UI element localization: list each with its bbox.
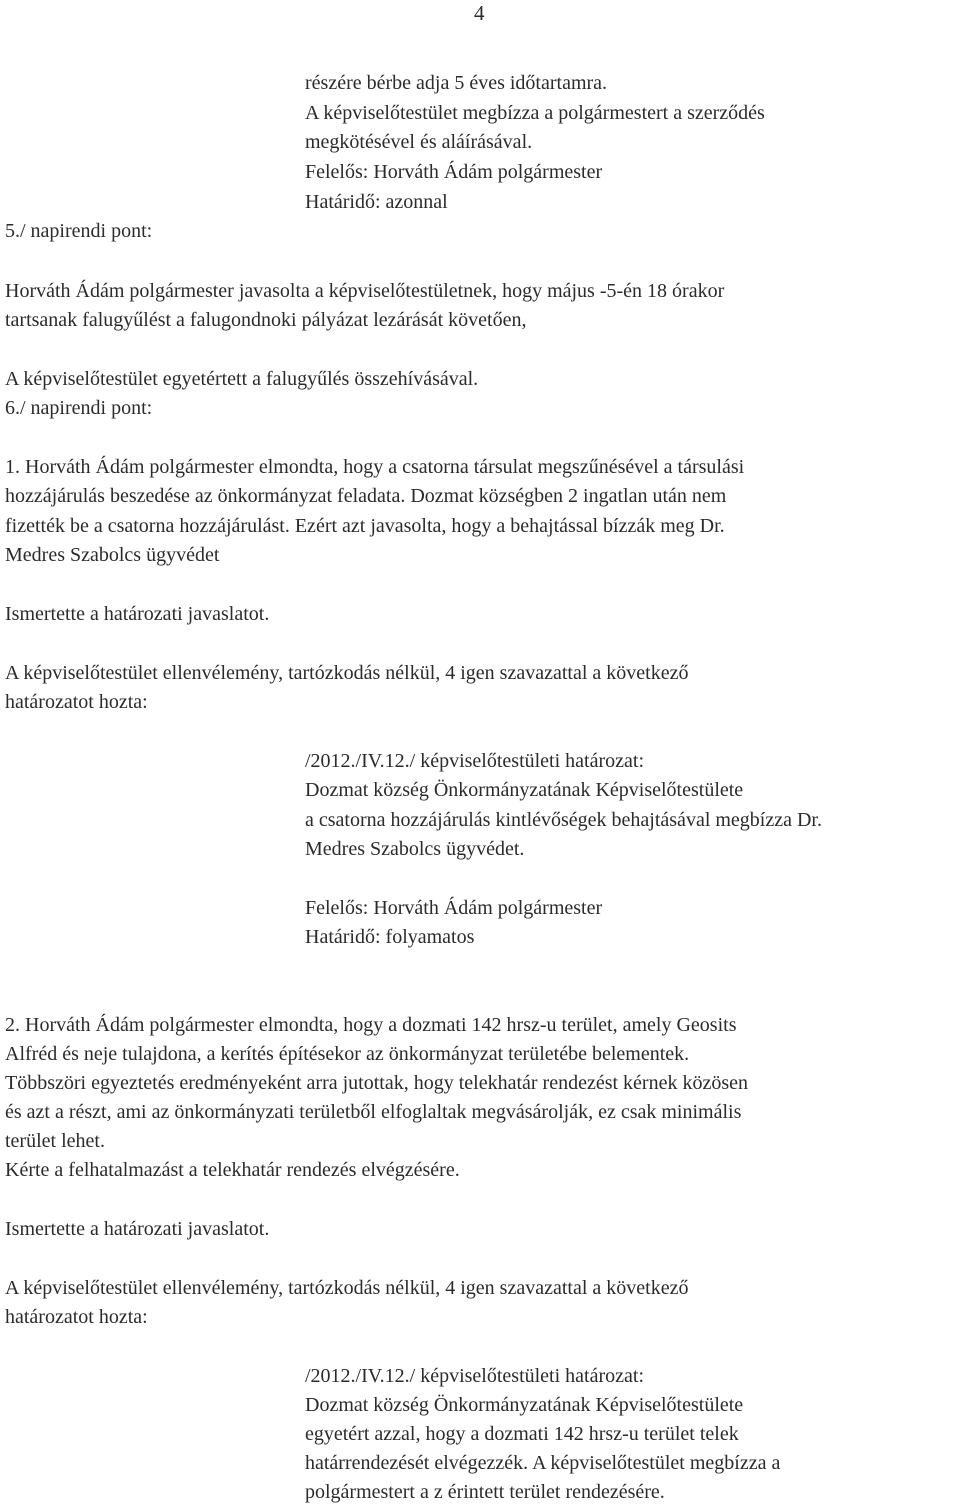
item-1-paragraph-line: fizették be a csatorna hozzájárulást. Ezért azt javasolta, hogy a behajtással bízzák meg Dr.	[5, 515, 725, 537]
agenda-5-paragraph-line: tartsanak falugyűlést a falugondnoki pályázat lezárását követően,	[5, 309, 527, 331]
resolution-1-line: Medres Szabolcs ügyvédet.	[305, 838, 525, 860]
item-1-vote-line: határozatot hozta:	[5, 691, 148, 713]
carryover-responsible: Felelős: Horváth Ádám polgármester	[305, 161, 603, 183]
item-2-paragraph-line: Kérte a felhatalmazást a telekhatár rendezés elvégzésére.	[5, 1159, 460, 1181]
agenda-5-agreement: A képviselőtestület egyetértett a falugyűlés összehívásával.	[5, 368, 479, 390]
resolution-2-line: polgármestert a z érintett terület rendezésére.	[305, 1481, 665, 1503]
item-1-paragraph-line: hozzájárulás beszedése az önkormányzat feladata. Dozmat községben 2 ingatlan után nem	[5, 485, 727, 507]
item-1-vote-line: A képviselőtestület ellenvélemény, tartózkodás nélkül, 4 igen szavazattal a következő	[5, 662, 689, 684]
page-number: 4	[474, 1, 485, 25]
agenda-6-heading: 6./ napirendi pont:	[5, 397, 153, 419]
resolution-1-line: Dozmat község Önkormányzatának Képviselőtestülete	[305, 779, 744, 801]
item-2-paragraph-line: 2. Horváth Ádám polgármester elmondta, hogy a dozmati 142 hrsz-u terület, amely Geosits	[5, 1014, 737, 1036]
carryover-line: A képviselőtestület megbízza a polgármestert a szerződés	[305, 102, 765, 124]
resolution-2-line: egyetért azzal, hogy a dozmati 142 hrsz-u terület telek	[305, 1423, 739, 1445]
item-2-paragraph-line: Alfréd és neje tulajdona, a kerítés építésekor az önkormányzat területébe belementek.	[5, 1043, 690, 1065]
resolution-1-responsible: Felelős: Horváth Ádám polgármester	[305, 897, 603, 919]
resolution-2-title: /2012./IV.12./ képviselőtestületi határozat:	[305, 1365, 645, 1387]
item-1-paragraph-line: 1. Horváth Ádám polgármester elmondta, hogy a csatorna társulat megszűnésével a társulási	[5, 456, 745, 478]
agenda-5-heading: 5./ napirendi pont:	[5, 220, 153, 242]
item-2-paragraph-line: Többszöri egyeztetés eredményeként arra jutottak, hogy telekhatár rendezést kérnek közösen	[5, 1072, 749, 1094]
carryover-line: megkötésével és aláírásával.	[305, 131, 533, 153]
item-2-paragraph-line: és azt a részt, ami az önkormányzati területből elfoglaltak megvásárolják, ez csak minimális	[5, 1101, 742, 1123]
item-1-paragraph-line: Medres Szabolcs ügyvédet	[5, 544, 220, 566]
resolution-1-line: a csatorna hozzájárulás kintlévőségek behajtásával megbízza Dr.	[305, 809, 822, 831]
item-2-vote-line: A képviselőtestület ellenvélemény, tartózkodás nélkül, 4 igen szavazattal a következő	[5, 1277, 689, 1299]
item-1-presented: Ismertette a határozati javaslatot.	[5, 603, 270, 625]
resolution-2-line: határrendezését elvégezzék. A képviselőtestület megbízza a	[305, 1452, 781, 1474]
item-2-presented: Ismertette a határozati javaslatot.	[5, 1218, 270, 1240]
resolution-1-deadline: Határidő: folyamatos	[305, 926, 475, 948]
carryover-line: részére bérbe adja 5 éves időtartamra.	[305, 72, 608, 94]
carryover-deadline: Határidő: azonnal	[305, 191, 448, 213]
item-2-paragraph-line: terület lehet.	[5, 1130, 105, 1152]
resolution-1-title: /2012./IV.12./ képviselőtestületi határozat:	[305, 750, 645, 772]
item-2-vote-line: határozatot hozta:	[5, 1306, 148, 1328]
resolution-2-line: Dozmat község Önkormányzatának Képviselőtestülete	[305, 1394, 744, 1416]
agenda-5-paragraph-line: Horváth Ádám polgármester javasolta a képviselőtestületnek, hogy május -5-én 18 órakor	[5, 280, 725, 302]
